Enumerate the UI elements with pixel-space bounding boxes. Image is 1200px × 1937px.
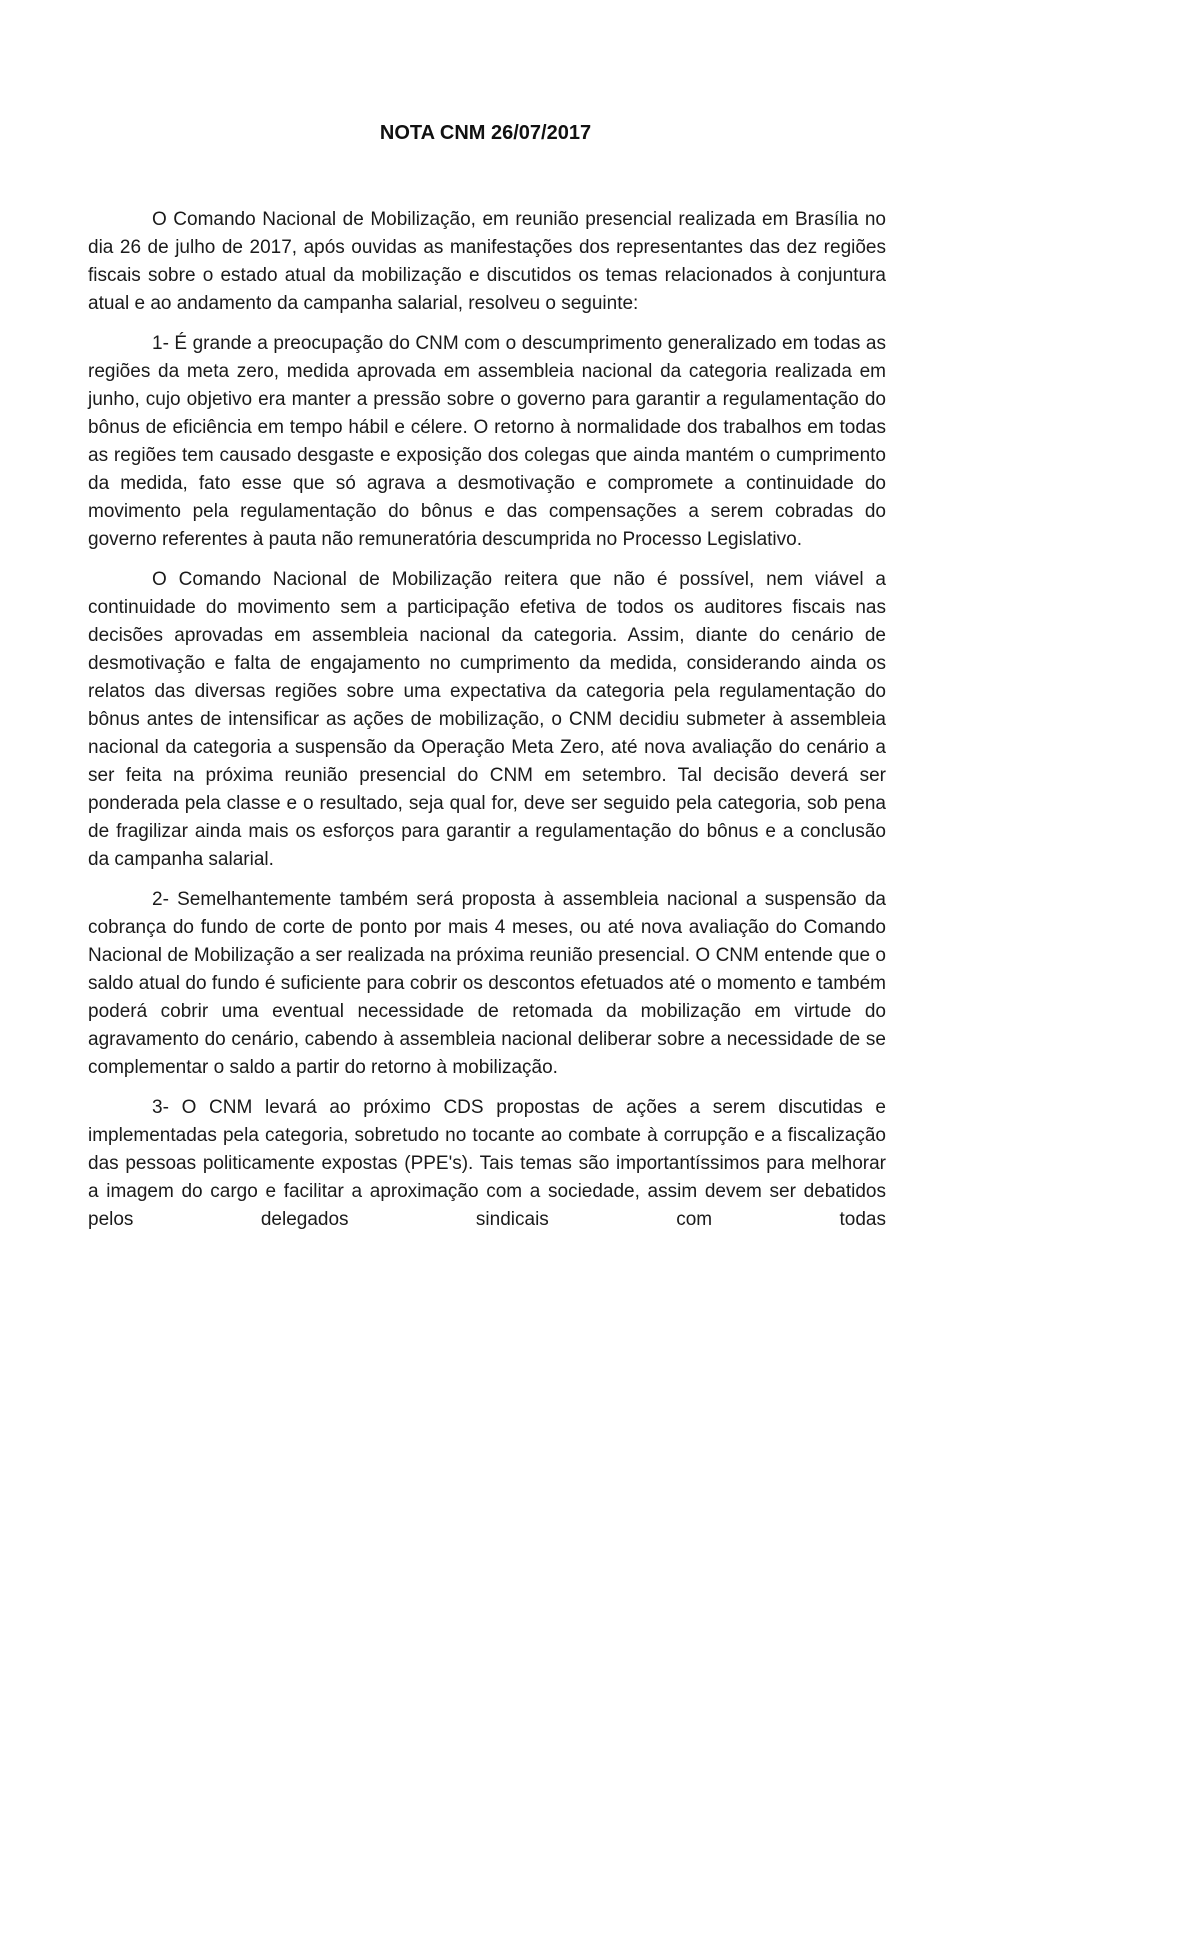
paragraph-item-1: 1- É grande a preocupação do CNM com o descumprimento generalizado em todas as regiões da meta zero, medida aprovada em assembleia nacional da categoria realizada em junho, cujo objetivo era manter a pressão sobre o governo para garantir a regulamentação do bônus de eficiência em tempo hábil e célere. O retorno à normalidade dos trabalhos em todas as regiões tem causado desgaste e exposição dos colegas que ainda mantém o cumprimento da medida, fato esse que só agrava a desmotivação e compromete a continuidade do movimento pela regulamentação do bônus e das compensações a serem cobradas do governo referentes à pauta não remuneratória descumprida no Processo Legislativo. (88, 333, 886, 550)
paragraph-item-2: 2- Semelhantemente também será proposta à assembleia nacional a suspensão da cobrança do fundo de corte de ponto por mais 4 meses, ou até nova avaliação do Comando Nacional de Mobilização a ser realizada na próxima reunião presencial. O CNM entende que o saldo atual do fundo é suficiente para cobrir os descontos efetuados até o momento e também poderá cobrir uma eventual necessidade de retomada da mobilização em virtude do agravamento do cenário, cabendo à assembleia nacional deliberar sobre a necessidade de se complementar o saldo a partir do retorno à mobilização. (88, 889, 886, 1078)
document-title: NOTA CNM 26/07/2017 (379, 122, 592, 144)
document-body (88, 206, 886, 1246)
paragraph-item-1-continued: O Comando Nacional de Mobilização reitera que não é possível, nem viável a continuidade do movimento sem a participação efetiva de todos os auditores fiscais nas decisões aprovadas em assembleia nacional da categoria. Assim, diante do cenário de desmotivação e falta de engajamento no cumprimento da medida, considerando ainda os relatos das diversas regiões sobre uma expectativa da categoria pela regulamentação do bônus antes de intensificar as ações de mobilização, o CNM decidiu submeter à assembleia nacional da categoria a suspensão da Operação Meta Zero, até nova avaliação do cenário a ser feita na próxima reunião presencial do CNM em setembro. Tal decisão deverá ser ponderada pela classe e o resultado, seja qual for, deve ser seguido pela categoria, sob pena de fragilizar ainda mais os esforços para garantir a regulamentação do bônus e a conclusão da campanha salarial. (88, 569, 886, 870)
paragraph-intro: O Comando Nacional de Mobilização, em reunião presencial realizada em Brasília no dia 26 de julho de 2017, após ouvidas as manifestações dos representantes das dez regiões fiscais sobre o estado atual da mobilização e discutidos os temas relacionados à conjuntura atual e ao andamento da campanha salarial, resolveu o seguinte: (88, 209, 886, 314)
paragraph-item-3: 3- O CNM levará ao próximo CDS propostas de ações a serem discutidas e implementadas pela categoria, sobretudo no tocante ao combate à corrupção e a fiscalização das pessoas politicamente expostas (PPE's). Tais temas são importantíssimos para melhorar a imagem do cargo e facilitar a aproximação com a sociedade, assim devem ser debatidos pelos delegados sindicais com todas (88, 1097, 886, 1230)
